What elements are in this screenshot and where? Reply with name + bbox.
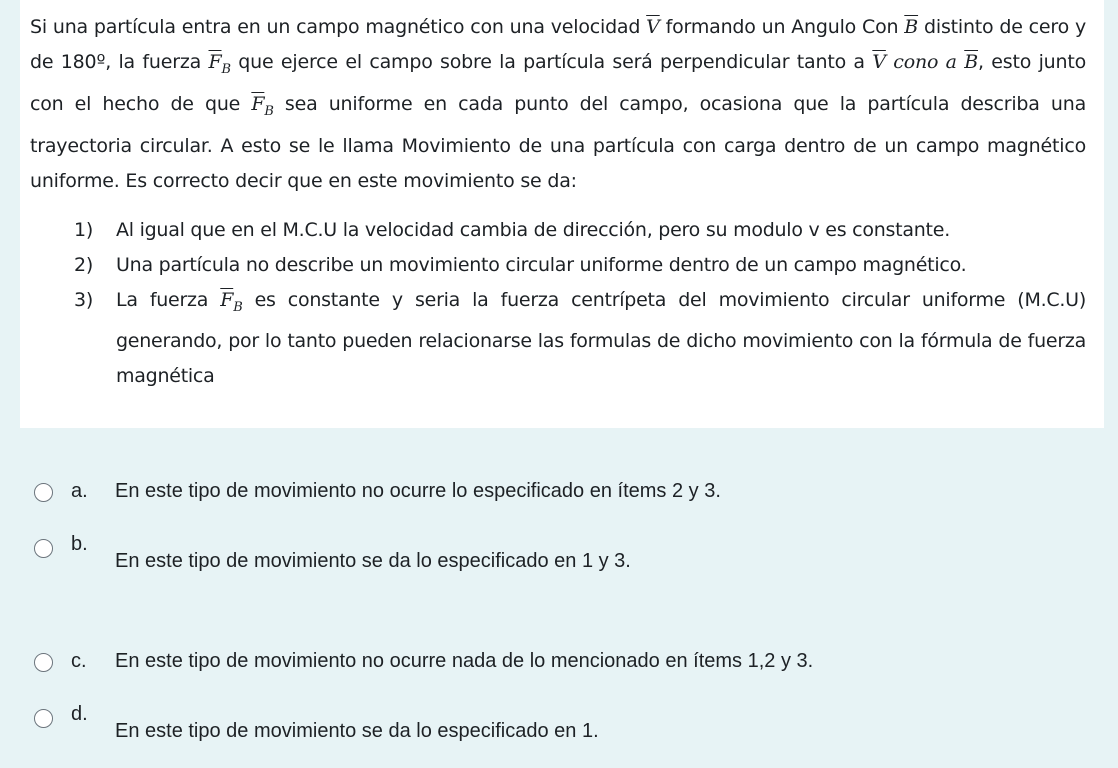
answer-letter: a. — [71, 480, 88, 502]
statement-list — [30, 213, 1086, 395]
answer-letter: c. — [71, 650, 87, 672]
question-card — [20, 0, 1104, 428]
velocity-symbol: $\overline{V}$ — [646, 16, 660, 38]
statement-item — [30, 248, 1086, 283]
question-text-part: , esto junto con el hecho de que — [30, 51, 1087, 115]
question-text-math: cono a — [893, 51, 957, 73]
statement-number: 1) — [74, 218, 94, 241]
statement-text: es constante y seria la fuerza centrípeta del movimiento circular uniforme (M.C.U) generando, por lo tanto pueden relacionarse las formulas de dicho movimiento con la fórmula de fuerza magnética — [116, 288, 1086, 388]
force-symbol — [251, 92, 274, 119]
statement-item — [30, 283, 1086, 395]
force-letter: $\overline{F}$ — [251, 92, 265, 115]
radio-button[interactable] — [34, 653, 53, 672]
force-letter: $\overline{F}$ — [208, 51, 222, 73]
question-text-part: que ejerce el campo sobre la partícula será perpendicular tanto a — [238, 51, 865, 73]
statement-text: Una partícula no describe un movimiento circular uniforme dentro de un campo magnético. — [116, 253, 967, 276]
answer-text: En este tipo de movimiento no ocurre lo especificado en ítems 2 y 3. — [115, 480, 721, 502]
answer-option-d[interactable] — [34, 703, 599, 746]
radio-button[interactable] — [34, 709, 53, 728]
question-text-part: distinto de cero y de 180º, la fuerza — [30, 16, 1087, 73]
question-text-part: sea uniforme en cada punto del campo, ocasiona que la partícula describa una trayectoria circular. A esto se le llama Movimiento de una partícula con carga dentro de un campo magnético uniforme. Es correcto decir que en este movimiento se da: — [30, 92, 1087, 192]
statement-number: 2) — [74, 253, 94, 276]
answer-text: En este tipo de movimiento se da lo especificado en 1. — [115, 720, 599, 742]
question-text-part: Si una partícula entra en un campo magnético con una velocidad — [30, 16, 641, 38]
field-symbol: $\overline{B}$ — [964, 51, 979, 73]
force-subscript: B — [233, 299, 243, 315]
force-subscript: B — [264, 103, 274, 119]
force-symbol — [220, 288, 243, 315]
answer-letter: d. — [71, 703, 88, 725]
statement-text-pre: La fuerza — [116, 288, 209, 311]
force-symbol — [208, 51, 231, 77]
statement-text: Al igual que en el M.C.U la velocidad cambia de dirección, pero su modulo v es constante. — [116, 218, 950, 241]
statement-number: 3) — [74, 288, 94, 311]
answer-text: En este tipo de movimiento no ocurre nada de lo mencionado en ítems 1,2 y 3. — [115, 650, 814, 672]
velocity-symbol: $\overline{V}$ — [872, 51, 886, 73]
answer-text: En este tipo de movimiento se da lo especificado en 1 y 3. — [115, 550, 631, 572]
field-symbol: $\overline{B}$ — [904, 16, 919, 38]
force-subscript: B — [221, 61, 231, 77]
answer-letter: b. — [71, 533, 88, 555]
question-text — [30, 10, 1086, 199]
force-letter: $\overline{F}$ — [220, 288, 234, 311]
radio-button[interactable] — [34, 539, 53, 558]
answer-option-c[interactable] — [34, 650, 813, 690]
statement-item — [30, 213, 1086, 248]
radio-button[interactable] — [34, 483, 53, 502]
question-text-part: formando un Angulo Con — [665, 16, 899, 38]
answer-option-b[interactable] — [34, 533, 631, 576]
answer-option-a[interactable] — [34, 480, 721, 520]
